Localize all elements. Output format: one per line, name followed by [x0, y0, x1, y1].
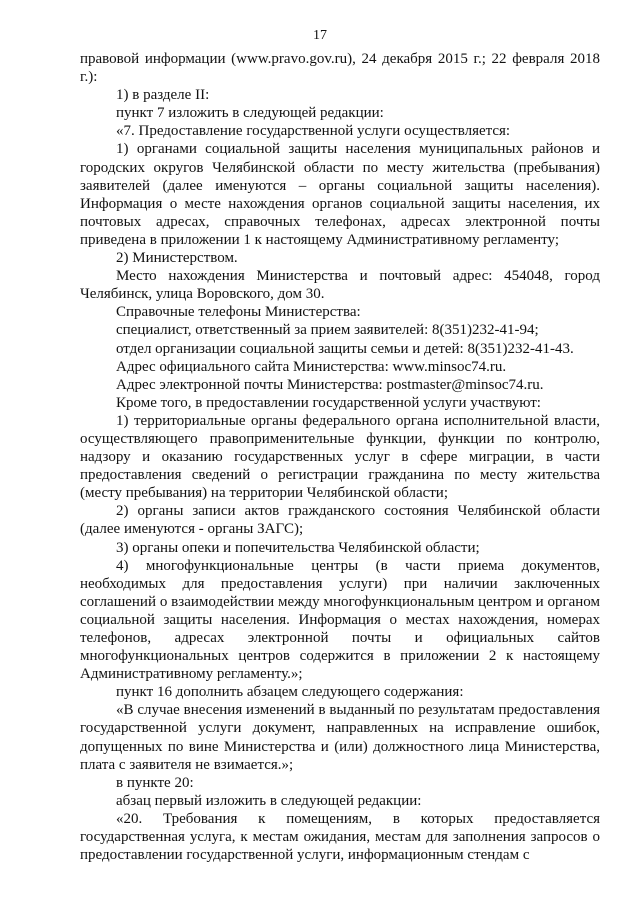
- paragraph: 3) органы опеки и попечительства Челябинской области;: [116, 539, 480, 556]
- paragraph: «В случае внесения изменений в выданный по результатам предоставления государственной услуги документ, направленных на исправление ошибок, допущенных по вине Министерства и (или) должностного лица Министерства, плата с заявителя не взимается.»;: [80, 702, 600, 773]
- paragraph: «20. Требования к помещениям, в которых предоставляется государственная услуга, к местам ожидания, местам для заполнения запросов о предоставлении государственной услуги, информационным стендам с: [80, 810, 600, 864]
- paragraph: специалист, ответственный за прием заявителей: 8(351)232-41-94;: [116, 322, 539, 339]
- paragraph: пункт 7 изложить в следующей редакции:: [116, 105, 384, 122]
- paragraph: 2) Министерством.: [116, 250, 238, 267]
- paragraph: 2) органы записи актов гражданского состояния Челябинской области (далее именуются - органы ЗАГС);: [80, 503, 600, 538]
- paragraph: 4) многофункциональные центры (в части приема документов, необходимых для предоставления услуги) при наличии заключенных соглашений о взаимодействии между многофункциональным центром и органом социальной защиты населения. Информация о местах нахождения, номерах телефонов, адресах электронной почты и официальных сайтов многофункциональных центров содержится в приложении 2 к настоящему Административному регламенту.»;: [80, 557, 600, 683]
- paragraph: Кроме того, в предоставлении государственной услуги участвуют:: [116, 394, 541, 411]
- paragraph: Справочные телефоны Министерства:: [116, 304, 361, 321]
- paragraph: 1) территориальные органы федерального органа исполнительной власти, осуществляющего правоприменительные функции, функции по контролю, надзору и оказанию государственных услуг в сфере миграции, в части предоставления сведений о регистрации гражданина по месту жительства (месту пребывания) на территории Челябинской области;: [80, 412, 600, 502]
- paragraph: Место нахождения Министерства и почтовый адрес: 454048, город Челябинск, улица Воровского, дом 30.: [80, 268, 600, 303]
- paragraph: абзац первый изложить в следующей редакции:: [116, 792, 422, 809]
- paragraph: «7. Предоставление государственной услуги осуществляется:: [116, 123, 511, 140]
- page-number: 17: [313, 28, 327, 43]
- paragraph: 1) в разделе II:: [116, 87, 210, 104]
- paragraph: пункт 16 дополнить абзацем следующего содержания:: [116, 684, 464, 701]
- paragraph: Адрес официального сайта Министерства: www.minsoc74.ru.: [116, 358, 507, 375]
- paragraph: в пункте 20:: [116, 774, 194, 791]
- paragraph: Адрес электронной почты Министерства: postmaster@minsoc74.ru.: [116, 376, 544, 393]
- paragraph: 1) органами социальной защиты населения муниципальных районов и городских округов Челябинской области по месту жительства (пребывания) заявителей (далее именуются – органы социальной защиты населения). Информация о месте нахождения органов социальной защиты населения, их почтовых адресах, справочных телефонах, адресах электронной почты приведена в приложении 1 к настоящему Административному регламенту;: [80, 141, 600, 248]
- paragraph: отдел организации социальной защиты семьи и детей: 8(351)232-41-43.: [116, 340, 574, 357]
- document-body: [80, 50, 600, 864]
- paragraph: правовой информации (www.pravo.gov.ru), 24 декабря 2015 г.; 22 февраля 2018 г.):: [80, 51, 600, 86]
